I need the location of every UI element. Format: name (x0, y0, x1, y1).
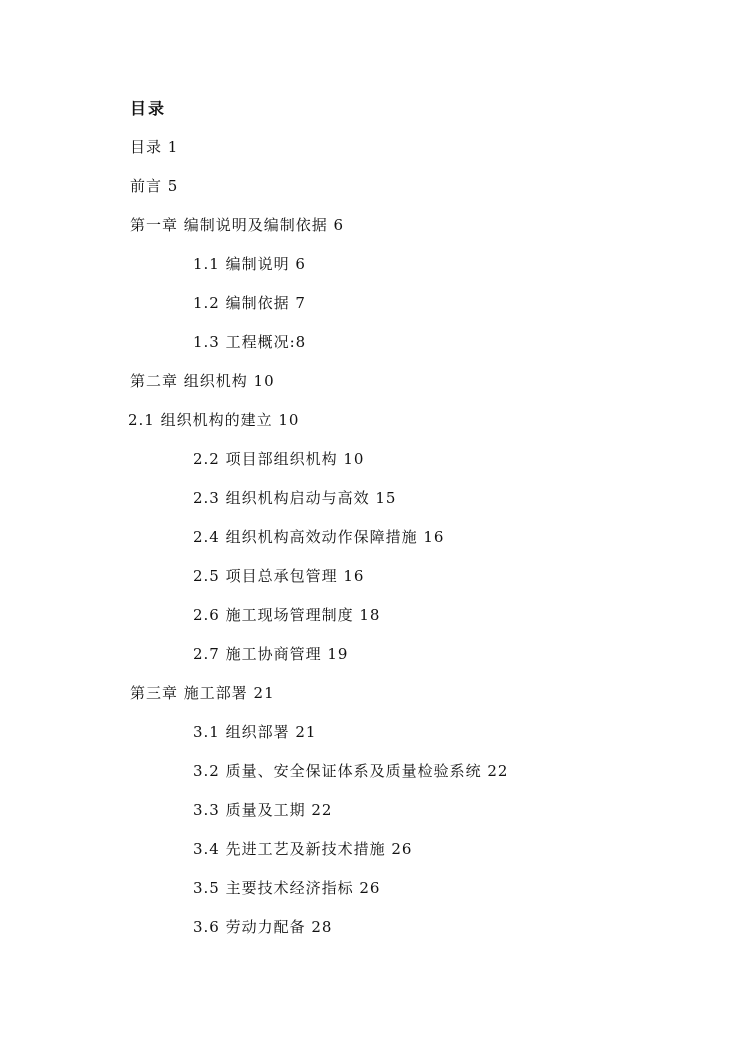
toc-entry (0, 331, 508, 370)
toc-entry-text: 2.2 项目部组织机构 10 (193, 450, 365, 468)
table-of-contents (0, 136, 508, 955)
toc-entry (0, 760, 508, 799)
toc-entry (0, 253, 508, 292)
toc-entry-text: 前言 5 (130, 177, 179, 195)
toc-entry-text: 1.2 编制依据 7 (193, 294, 306, 312)
toc-entry-text: 3.5 主要技术经济指标 26 (193, 879, 381, 897)
toc-entry (0, 487, 508, 526)
toc-entry-text: 2.1 组织机构的建立 10 (128, 411, 300, 429)
toc-entry (0, 682, 508, 721)
toc-entry-text: 3.3 质量及工期 22 (193, 801, 333, 819)
toc-entry-text: 第一章 编制说明及编制依据 6 (130, 216, 345, 234)
toc-entry-text: 2.7 施工协商管理 19 (193, 645, 349, 663)
toc-entry (0, 838, 508, 877)
toc-entry-text: 3.2 质量、安全保证体系及质量检验系统 22 (193, 762, 509, 780)
toc-entry-text: 3.4 先进工艺及新技术措施 26 (193, 840, 413, 858)
toc-entry (0, 448, 508, 487)
toc-entry-text: 3.6 劳动力配备 28 (193, 918, 333, 936)
toc-entry (0, 604, 508, 643)
toc-entry (0, 799, 508, 838)
toc-title: 目录 (130, 99, 167, 118)
toc-entry (0, 214, 508, 253)
toc-entry-text: 2.5 项目总承包管理 16 (193, 567, 365, 585)
toc-entry-text: 1.3 工程概况:8 (193, 333, 307, 351)
toc-entry-text: 1.1 编制说明 6 (193, 255, 306, 273)
toc-entry (0, 877, 508, 916)
toc-entry (0, 565, 508, 604)
toc-entry (0, 643, 508, 682)
toc-entry (0, 916, 508, 955)
toc-entry (0, 721, 508, 760)
toc-entry (0, 409, 508, 448)
toc-entry (0, 526, 508, 565)
toc-entry (0, 136, 508, 175)
toc-entry-text: 3.1 组织部署 21 (193, 723, 317, 741)
toc-entry (0, 175, 508, 214)
toc-entry-text: 2.3 组织机构启动与高效 15 (193, 489, 397, 507)
toc-entry (0, 292, 508, 331)
toc-entry-text: 2.4 组织机构高效动作保障措施 16 (193, 528, 445, 546)
toc-entry-text: 目录 1 (130, 138, 179, 156)
toc-entry (0, 370, 508, 409)
toc-entry-text: 第三章 施工部署 21 (130, 684, 275, 702)
toc-entry-text: 第二章 组织机构 10 (130, 372, 275, 390)
toc-entry-text: 2.6 施工现场管理制度 18 (193, 606, 381, 624)
